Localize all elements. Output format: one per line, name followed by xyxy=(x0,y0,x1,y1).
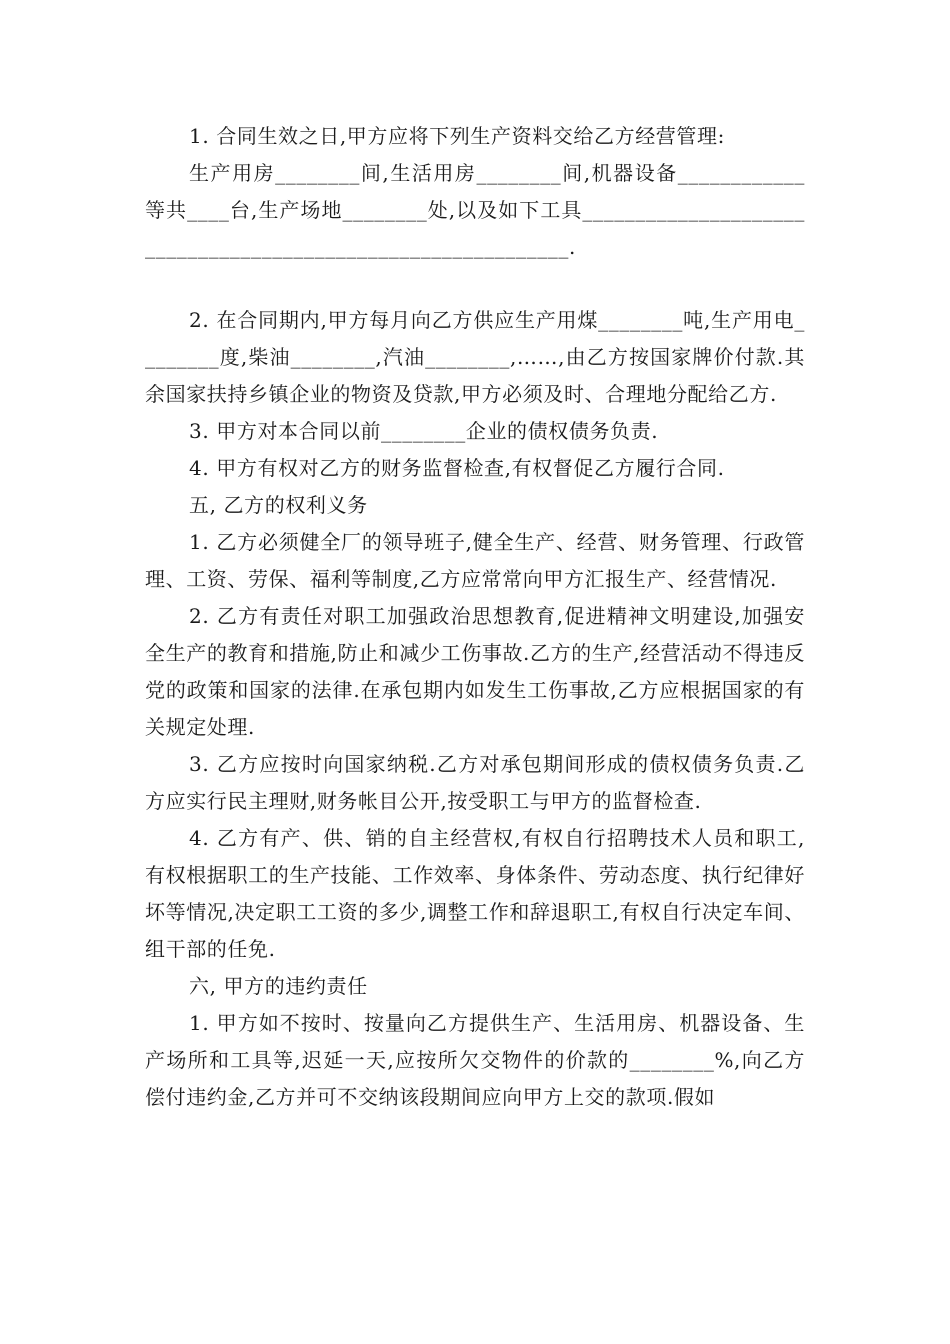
party-b-clause-2: 2. 乙方有责任对职工加强政治思想教育,促进精神文明建设,加强安全生产的教育和措施,防止和减少工伤事故.乙方的生产,经营活动不得违反党的政策和国家的法律.在承包期内如发生工伤事故,乙方应根据国家的有关规定处理. xyxy=(145,604,805,739)
section-heading-party-b-rights: 五, 乙方的权利义务 xyxy=(189,493,368,517)
party-a-liability-clause-1: 1. 甲方如不按时、按量向乙方提供生产、生活用房、机器设备、生产场所和工具等,迟延一天,应按所欠交物件的价款的________%,向乙方偿付违约金,乙方并可不交纳该段期间应向甲方上交的款项.假如 xyxy=(145,1011,805,1109)
section-heading-party-a-liability: 六, 甲方的违约责任 xyxy=(189,974,368,998)
party-b-clause-3: 3. 乙方应按时向国家纳税.乙方对承包期间形成的债权债务负责.乙方应实行民主理财,财务帐目公开,按受职工与甲方的监督检查. xyxy=(145,752,805,813)
clause-4-supervision: 4. 甲方有权对乙方的财务监督检查,有权督促乙方履行合同. xyxy=(189,456,725,480)
party-b-clause-4: 4. 乙方有产、供、销的自主经营权,有权自行招聘技术人员和职工,有权根据职工的生产技能、工作效率、身体条件、劳动态度、执行纪律好坏等情况,决定职工工资的多少,调整工作和辞退职工,有权自行决定车间、组干部的任免. xyxy=(145,826,805,961)
party-b-clause-1: 1. 乙方必须健全厂的领导班子,健全生产、经营、财务管理、行政管理、工资、劳保、福利等制度,乙方应常常向甲方汇报生产、经营情况. xyxy=(145,530,805,591)
document-page xyxy=(145,118,805,1116)
clause-1-production-materials: 1. 合同生效之日,甲方应将下列生产资料交给乙方经营管理: xyxy=(189,124,725,148)
clause-2-supply: 2. 在合同期内,甲方每月向乙方供应生产用煤________吨,生产用电________度,柴油________,汽油________,……,由乙方按国家牌价付款.其余国家扶持乡镇企业的物资及贷款,甲方必须及时、合理地分配给乙方. xyxy=(145,308,805,406)
clause-1-materials-list: 生产用房________间,生活用房________间,机器设备____________等共____台,生产场地________处,以及如下工具_____________________________________________________________. xyxy=(145,161,805,259)
clause-3-debts: 3. 甲方对本合同以前________企业的债权债务负责. xyxy=(189,419,659,443)
paragraph-gap xyxy=(145,266,805,302)
